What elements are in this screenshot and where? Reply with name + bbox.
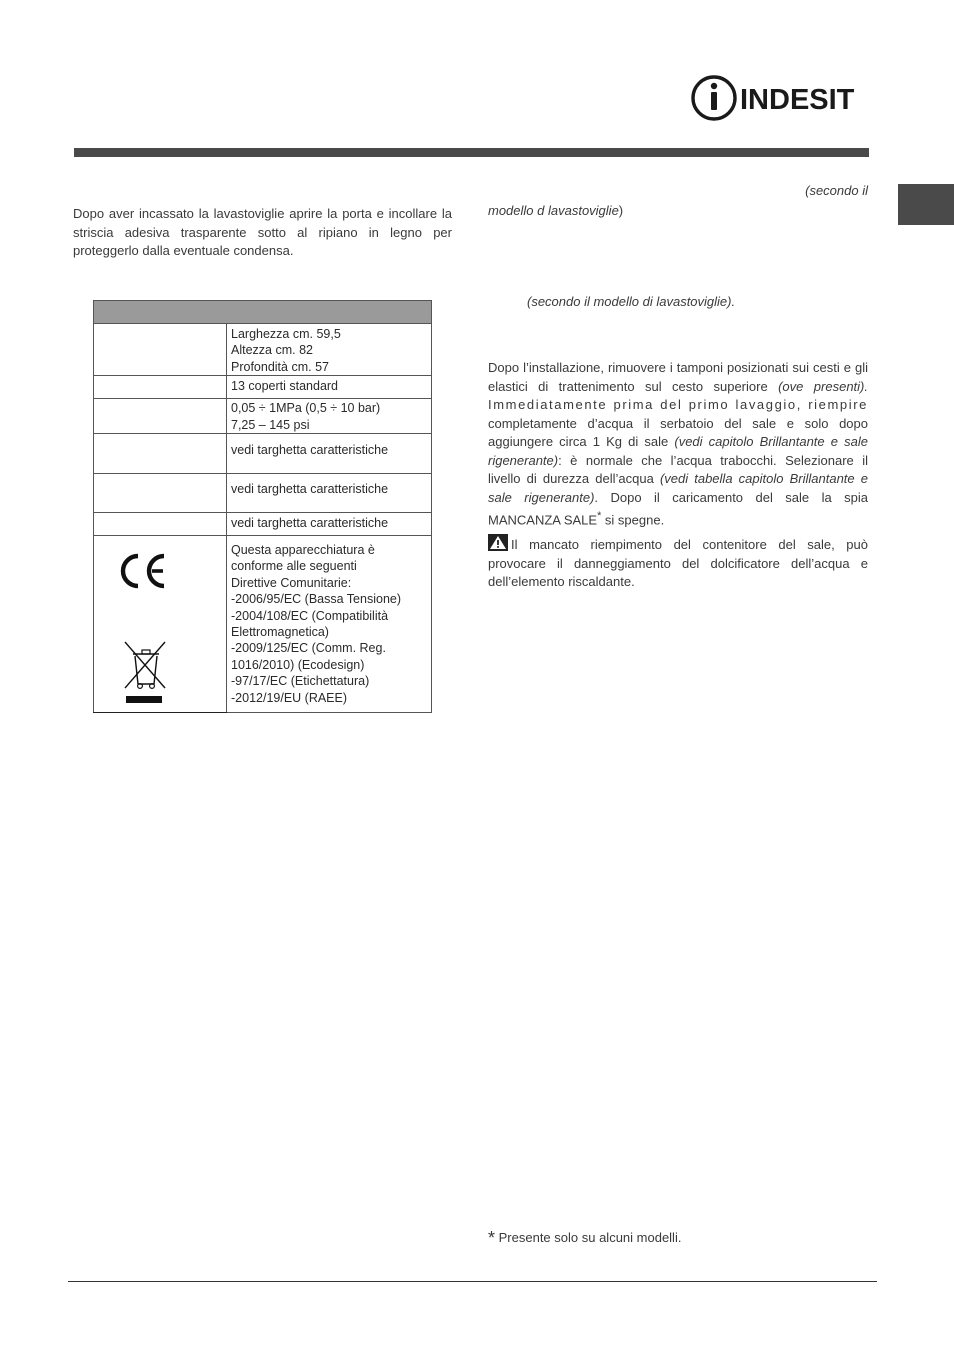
power-value: vedi targhetta caratteristiche <box>227 434 432 474</box>
rated-power-value: vedi targhetta caratteristiche <box>227 474 432 513</box>
indesit-logo <box>690 74 868 122</box>
table-row <box>94 324 432 376</box>
table-row <box>94 376 432 399</box>
compliance-marks <box>94 536 227 713</box>
header-rule <box>74 148 869 157</box>
model-note: (secondo il modello d lavastoviglie) <box>488 183 868 218</box>
model-note-2: (secondo il modello di lavastoviglie). <box>527 294 736 309</box>
compliance-value: Questa apparecchiatura è conforme alle seguenti Direttive Comunitarie: -2006/95/EC (Bassa Tensione) -2004/108/EC (Compatibilità Elettromagnetica) -2009/125/EC (Comm. Reg. 1016/2010) (Ecodesign) -97/17/EC (Etichettatura) -2012/19/EU (RAEE) <box>227 536 432 713</box>
condensation-instruction: Dopo aver incassato la lavastoviglie aprire la porta e incollare la striscia adesiva trasparente sotto al ripiano in legno per proteggerlo dalla eventuale condensa. <box>73 206 452 258</box>
footer-rule <box>68 1281 877 1282</box>
capacity-value: 13 coperti standard <box>227 376 432 399</box>
table-header <box>94 301 432 324</box>
table-row <box>94 434 432 474</box>
salt-warning: Il mancato riempimento del contenitore del sale, può provocare il danneggiamento del dolcificatore dell’acqua e dell’elemento riscaldante. <box>488 534 868 592</box>
weee-crossed-bin-icon <box>122 640 166 706</box>
footnote: * Presente solo su alcuni modelli. <box>488 1228 682 1248</box>
ce-mark-icon <box>118 552 168 590</box>
warning-icon <box>488 534 508 551</box>
table-row <box>94 536 432 713</box>
table-row <box>94 474 432 513</box>
installation-instructions: Dopo l’installazione, rimuovere i tamponi posizionati sui cesti e gli elastici di trattenimento sul cesto superiore (ove presenti). Immediatamente prima del primo lavaggio, riempire completamente d’acqua il serbatoio del sale e solo dopo aggiungere circa 1 Kg di sale (vedi capitolo Brillantante e sale rigenerante): è normale che l’acqua trabocchi. Selezionare il livello di durezza dell’acqua (vedi tabella capitolo Brillantante e sale rigenerante). Dopo il caricamento del sale la spia MANCANZA SALE* si spegne. <box>488 360 869 528</box>
table-row <box>94 399 432 434</box>
dimensions-value: Larghezza cm. 59,5 Altezza cm. 82 Profondità cm. 57 <box>227 324 432 376</box>
water-pressure-value: 0,05 ÷ 1MPa (0,5 ÷ 10 bar) 7,25 – 145 psi <box>227 399 432 434</box>
technical-data-table <box>93 300 432 713</box>
svg-text:INDESIT: INDESIT <box>740 84 855 116</box>
fuse-value: vedi targhetta caratteristiche <box>227 513 432 536</box>
table-row <box>94 513 432 536</box>
language-tab <box>898 184 954 225</box>
